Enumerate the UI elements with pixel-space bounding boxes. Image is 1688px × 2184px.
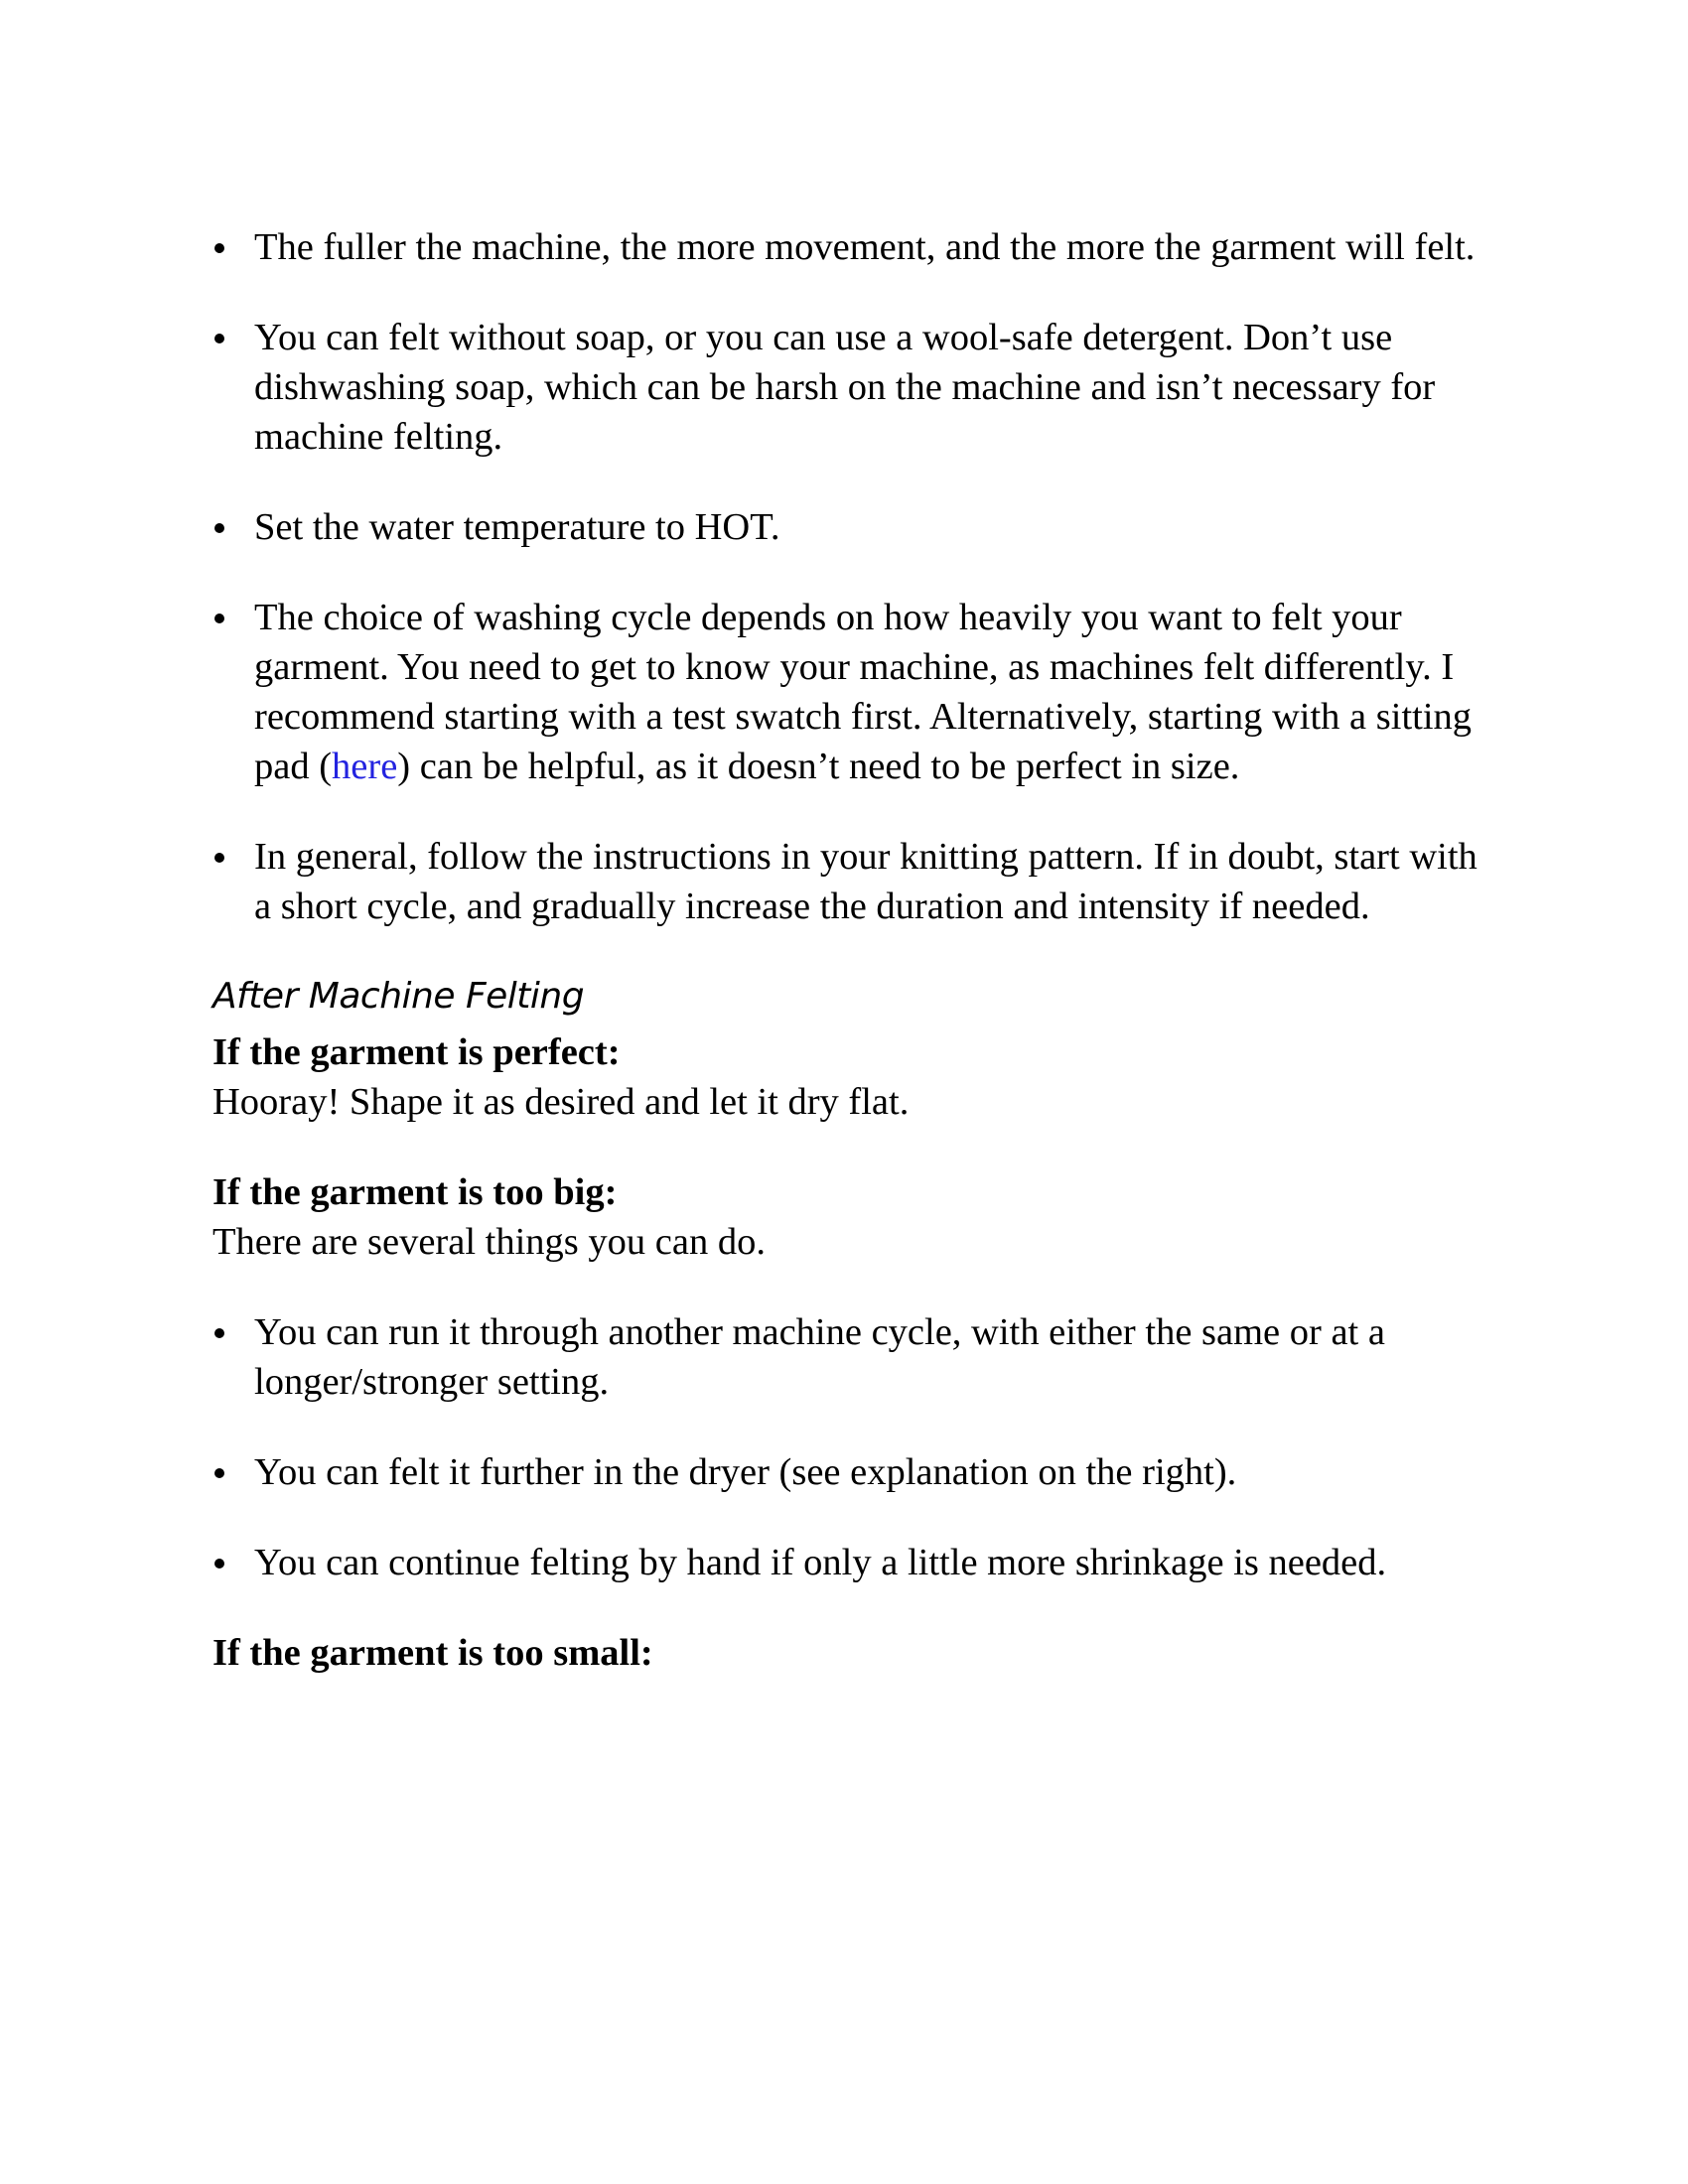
list-item: [212, 502, 1503, 552]
list-item-text-after-link: ) can be helpful, as it doesn’t need to be perfect in size.: [397, 746, 1240, 787]
case-heading-too-small: If the garment is too small:: [212, 1632, 653, 1674]
list-item-text: You can felt without soap, or you can use a wool-safe detergent. Don’t use dishwashing soap, which can be harsh on the machine and isn’t necessary for machine felting.: [254, 317, 1436, 458]
list-item-text: You can continue felting by hand if only a little more shrinkage is needed.: [254, 1542, 1387, 1583]
list-item-text: You can run it through another machine cycle, with either the same or at a longer/stronger setting.: [254, 1311, 1385, 1403]
list-item-text: Set the water temperature to HOT.: [254, 506, 780, 548]
document-page: [212, 222, 1503, 1678]
list-item-text: The fuller the machine, the more movement, and the more the garment will felt.: [254, 226, 1476, 268]
list-item: [212, 832, 1503, 931]
case-text-too-big: There are several things you can do.: [212, 1221, 766, 1263]
sitting-pad-link[interactable]: here: [332, 746, 398, 787]
machine-felting-tips-list: [212, 222, 1503, 931]
case-heading-too-big: If the garment is too big:: [212, 1171, 618, 1213]
list-item-text: In general, follow the instructions in your knitting pattern. If in doubt, start with a short cycle, and gradually increase the duration and intensity if needed.: [254, 836, 1477, 927]
list-item: [212, 1447, 1503, 1497]
list-item-text-before-link: The choice of washing cycle depends on how heavily you want to felt your garment. You need to get to know your machine, as machines felt differently. I recommend starting with a test swatch first. Alternatively, starting with a sitting pad (: [254, 597, 1473, 787]
list-item: [212, 1538, 1503, 1587]
section-heading: After Machine Felting: [212, 976, 585, 1017]
list-item: [212, 222, 1503, 272]
list-item-text: You can felt it further in the dryer (see explanation on the right).: [254, 1451, 1237, 1493]
list-item: [212, 593, 1503, 791]
list-item: [212, 313, 1503, 462]
too-big-options-list: [212, 1307, 1503, 1587]
case-heading-perfect: If the garment is perfect:: [212, 1031, 621, 1073]
list-item: [212, 1307, 1503, 1407]
case-text-perfect: Hooray! Shape it as desired and let it dry flat.: [212, 1081, 910, 1123]
